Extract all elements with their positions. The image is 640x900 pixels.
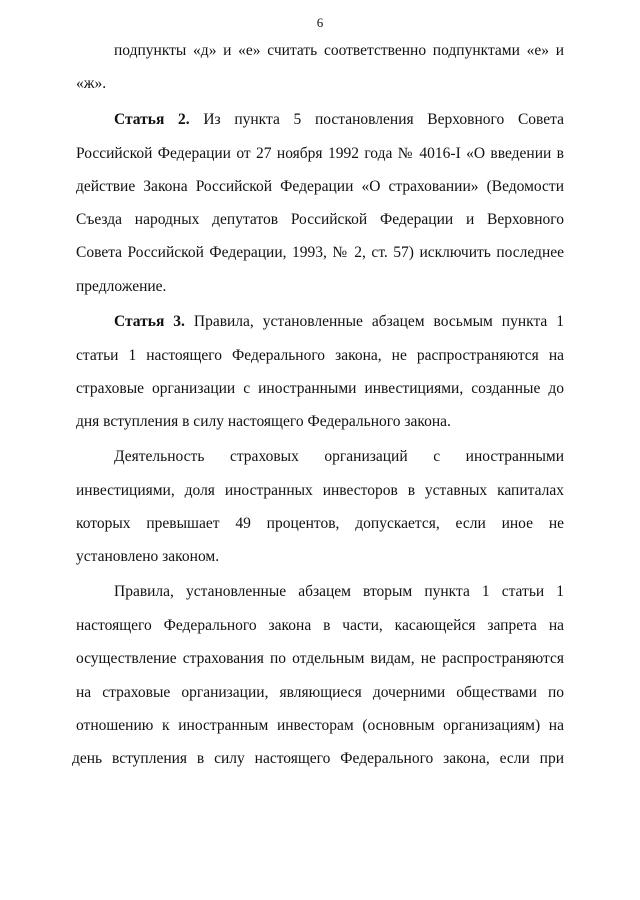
text-line: осуществление страхования по отдельным видам, не распространяются [76,650,564,667]
text-line: Правила, установленные абзацем вторым пункта 1 статьи 1 [114,583,564,600]
text-line: страховые организации с иностранными инвестициями, созданные до [76,380,564,397]
text-line: отношению к иностранным инвесторам (основным организациям) на [76,717,564,734]
text-line: действие Закона Российской Федерации «О страховании» (Ведомости [76,178,564,195]
text-line: дня вступления в силу настоящего Федерального закона. [76,413,451,430]
text-line: предложение. [76,278,167,295]
text-line: инвестициями, доля иностранных инвесторов в уставных капиталах [76,482,564,499]
article-3-heading: Статья 3. [114,313,185,330]
article-2-heading: Статья 2. [114,111,190,128]
article-2-first-line [114,110,564,130]
text-line: «ж». [76,75,107,92]
text-line: статьи 1 настоящего Федерального закона, не распространяются на [76,347,564,364]
text-line: день вступления в силу настоящего Федерального закона, если при [72,750,564,767]
article-3-first-line [114,312,564,332]
text-line: Российской Федерации от 27 ноября 1992 года № 4016-I «О введении в [76,145,564,162]
text-line: на страховые организации, являющиеся дочерними обществами по [76,684,564,701]
text-line: Съезда народных депутатов Российской Федерации и Верховного [76,211,564,228]
text-line: которых превышает 49 процентов, допускается, если иное не [76,515,564,532]
text-line: Совета Российской Федерации, 1993, № 2, ст. 57) исключить последнее [76,244,564,261]
text-line: настоящего Федерального закона в части, касающейся запрета на [76,617,564,634]
page-number: 6 [316,15,324,30]
text-line: подпункты «д» и «е» считать соответственно подпунктами «е» и [114,42,564,59]
text-line: установлено законом. [76,548,220,565]
text-span: Из пункта 5 постановления Верховного Совета [203,111,564,128]
text-line: Деятельность страховых организаций с иностранными [114,448,564,465]
text-span: Правила, установленные абзацем восьмым пункта 1 [193,313,564,330]
